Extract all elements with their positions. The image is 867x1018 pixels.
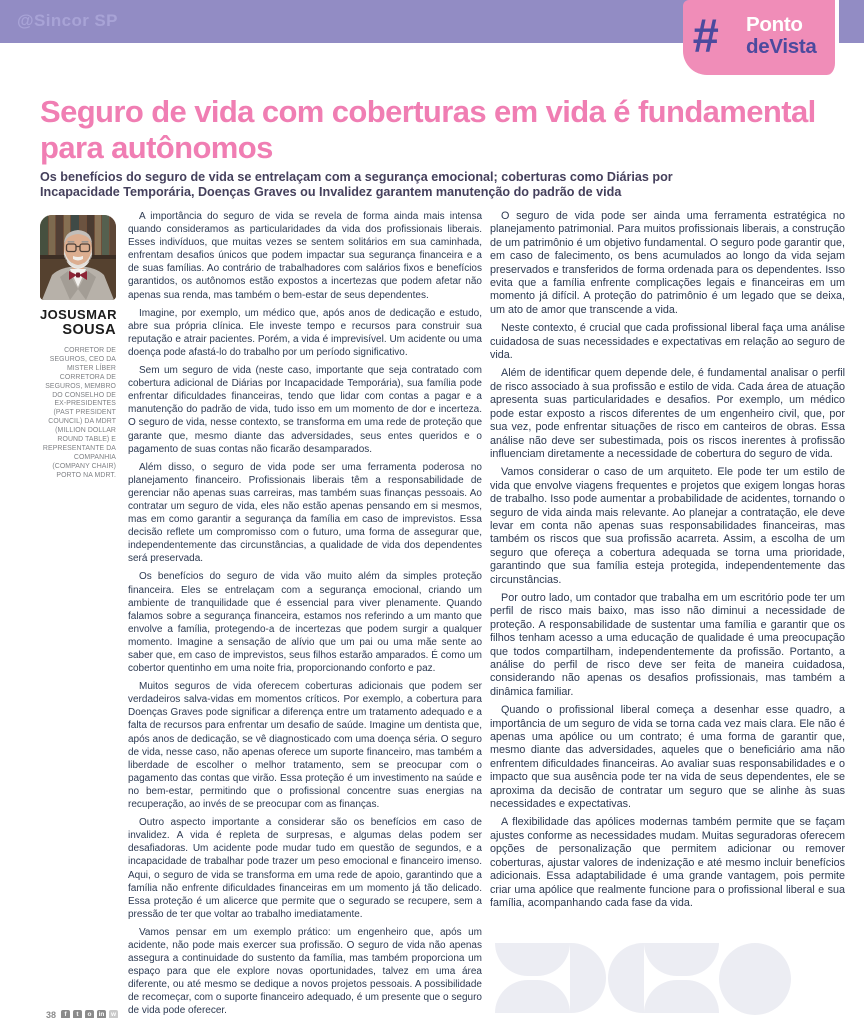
paragraph: Neste contexto, é crucial que cada profissional liberal faça uma análise cuidadosa de suas necessidades e expectativas em relação ao seguro de vida. [490, 322, 845, 362]
paragraph: O seguro de vida pode ser ainda uma ferramenta estratégica no planejamento patrimonial. Para muitos profissionais liberais, a construção de um patrimônio é um objetivo fundamental. O seguro pode garantir que, em caso de falecimento, os bens acumulados ao longo da vida sejam preservados e transferidos de forma ordenada para os dependentes. Isso evita que a família enfrente complicações legais e financeiras em um momento já difícil. A proteção do patrimônio é um legado que se deixa, um ato de amor que transcende a vida. [490, 210, 845, 316]
author-last-name: SOUSA [62, 322, 116, 338]
circle-shape [719, 943, 791, 1015]
paragraph: A importância do seguro de vida se revela de forma ainda mais intensa quando consideramos as particularidades da vida dos profissionais liberais. Esses indivíduos, que muitas vezes se sentem solitários em sua caminhada, enfrentam desafios únicos que podem impactar sua segurança financeira e a de suas famílias. Ao contrário de trabalhadores com salários fixos e benefícios garantidos, os autônomos estão expostos a incertezas que podem afetar não apenas sua renda, mas também o bem-estar de seus dependentes. [128, 211, 482, 301]
paragraph: Outro aspecto importante a considerar são os benefícios em caso de invalidez. A vida é repleta de surpresas, e algumas delas podem ser desafiadoras. Um acidente pode mudar tudo em questão de segundos, e a incapacidade de trabalhar pode trazer um peso emocional e financeiro imenso. Aqui, o seguro de vida se transforma em uma rede de apoio, garantindo que a família não enfrente dificuldades financeiras em um momento já tão delicado. Essa proteção é um alicerce que permite que o segurado se recupere, sem a pressão de ter que voltar ao trabalho imediatamente. [128, 817, 482, 920]
author-name [40, 308, 116, 338]
hashtag-icon: # [692, 9, 719, 62]
badge-line-ponto: Ponto [746, 13, 803, 36]
paragraph: Imagine, por exemplo, um médico que, após anos de dedicação e estudo, abre sua própria clínica. Ele investe tempo e recursos para construir sua reputação e atrair pacientes. Porém, a vida é imprevisível. Um acidente ou uma doença pode afastá-lo do trabalho por um período significativo. [128, 307, 482, 358]
paragraph: Além de identificar quem depende dele, é fundamental analisar o perfil de risco associado à sua profissão e estilo de vida. Cada área de atuação apresenta suas particularidades e desafios. Por exemplo, um médico pode estar exposto a riscos diferentes de um engenheiro civil, que, por sua vez, pode enfrentar situações de risco em canteiros de obras. Essa análise não deve ser subestimada, pois os riscos inerentes à profissão influenciam diretamente a necessidade de cobertura do seguro de vida. [490, 367, 845, 460]
author-portrait-photo [40, 215, 116, 300]
paragraph: Muitos seguros de vida oferecem coberturas adicionais que podem ser verdadeiros salva-vidas em momentos críticos. Por exemplo, a cobertura para Doenças Graves pode significar a diferença entre um tratamento adequado e a falta de recursos para enfrentar um desafio de saúde. Imagine um dentista que, após anos de dedicação, se vê diagnosticado com uma doença séria. O seguro de vida, nesse caso, não apenas oferece um suporte financeiro, mas também a liberdade de escolher o melhor tratamento, sem se preocupar com o pagamento das contas que virão. Essa proteção é um investimento na saúde e no bem-estar, permitindo que o profissional concentre suas energias na recuperação, ao invés de se preocupar com as finanças. [128, 681, 482, 811]
half-circle-left [608, 943, 644, 1013]
paragraph: Vamos considerar o caso de um arquiteto. Ele pode ter um estilo de vida que envolve viagens frequentes e projetos que exigem longas horas de trabalho. Isso pode aumentar a probabilidade de acidentes, tornando o seguro de vida ainda mais relevante. Ao planejar a contratação, ele deve levar em conta não apenas suas responsabilidades financeiras, mas também os riscos que sua profissão acarreta. Assim, a escolha de um seguro que ofereça a cobertura adequada se torna uma prioridade, garantindo que sua família esteja protegida, independentemente das circunstâncias. [490, 466, 845, 586]
badge-title [746, 14, 816, 58]
page-number: 38 [46, 1010, 57, 1018]
ponto-de-vista-badge [683, 0, 839, 75]
twitter-icon[interactable]: t [73, 1010, 82, 1018]
article-title: Seguro de vida com coberturas em vida é fundamental para autônomos [40, 94, 816, 165]
author-bio: CORRETOR DE SEGUROS, CEO DA MISTER LÍBER CORRETORA DE SEGUROS, MEMBRO DO CONSELHO DE EX-PRESIDENTES (PAST PRESIDENT COUNCIL) DA MDRT (MILLION DOLLAR ROUND TABLE) E REPRESENTANTE DA COMPANHIA (COMPANY CHAIR) PORTO NA MDRT. [42, 347, 116, 479]
paragraph: Quando o profissional liberal começa a desenhar esse quadro, a importância de um seguro de vida se torna cada vez mais clara. Ele não é apenas uma apólice ou um contrato; é uma forma de garantir que, mesmo diante das adversidades, aqueles que o beneficiário ama não enfrentem dificuldades financeiras. Ao avaliar suas responsabilidades e o impacto que sua ausência pode ter na vida de seus dependentes, ele se aproxima da decisão de contratar um seguro que se alinhe às suas necessidades e expectativas. [490, 704, 845, 811]
paragraph: Os benefícios do seguro de vida vão muito além da simples proteção financeira. Eles se entrelaçam com a segurança emocional, criando um ambiente de tranquilidade que é essencial para viver plenamente. Quando falamos sobre a segurança financeira, estamos nos referindo a um manto que envolve a família, protegendo-a de incertezas que podem surgir a qualquer momento. Imagine a sensação de alívio que um pai ou uma mãe sente ao saber que, em caso de imprevistos, seus filhos estarão amparados. É como um cobertor quentinho em uma noite fria, proporcionando conforto e paz. [128, 571, 482, 675]
instagram-icon[interactable]: o [85, 1010, 94, 1018]
badge-line-devista: deVista [746, 35, 817, 58]
author-block [40, 215, 116, 481]
half-circles-pair [644, 943, 719, 1013]
globe-icon[interactable]: w [110, 1011, 117, 1018]
half-circles-pair [495, 943, 570, 1013]
page-footer [46, 1010, 118, 1018]
article-column-2 [490, 210, 845, 915]
linkedin-icon[interactable]: in [98, 1011, 105, 1018]
paragraph: Vamos pensar em um exemplo prático: um engenheiro que, após um acidente, não pode mais exercer sua profissão. O seguro de vida não apenas assegura a continuidade do sustento da família, mas também proporciona um espaço para que ele explore novas oportunidades, talvez em uma área diferente, ou até mesmo se dedique a novos projetos pessoais. A possibilidade de recomeçar, com o suporte financeiro adequado, é um presente que o seguro de vida pode oferecer. [128, 926, 482, 1017]
paragraph: Por outro lado, um contador que trabalha em um escritório pode ter um perfil de risco mais baixo, mas isso não diminui a necessidade de proteção. A responsabilidade de sustentar uma família e garantir que os filhos tenham acesso a uma educação de qualidade é uma preocupação que todos compartilham, independentemente da profissão. Portanto, a análise do perfil de risco deve ser feita de maneira cuidadosa, considerando não apenas os desafios profissionais, mas também a dinâmica familiar. [490, 591, 845, 698]
half-circle-right [570, 943, 606, 1013]
decorative-shapes [495, 943, 791, 1015]
paragraph: Além disso, o seguro de vida pode ser uma ferramenta poderosa no planejamento financeiro. Profissionais liberais têm a responsabilidade de gerenciar não apenas suas carreiras, mas também suas finanças pessoais. Ao contratar um seguro de vida, eles não estão apenas pensando em si mesmos, mas em como garantir a segurança da família em caso de imprevistos. Essa decisão reflete um compromisso com o futuro, uma forma de assegurar que, independentemente das circunstâncias, a qualidade de vida dos dependentes será preservada. [128, 461, 482, 565]
paragraph: A flexibilidade das apólices modernas também permite que se façam ajustes conforme as necessidades mudam. Muitas seguradoras oferecem opções de personalização que permitem adicionar ou remover coberturas, ajustar valores de indenização e até mesmo incluir benefícios adicionais. Essa adaptabilidade é uma grande vantagem, pois permite criar uma apólice que realmente funcione para o profissional liberal e sua família, acompanhando cada fase da vida. [490, 816, 845, 909]
facebook-icon[interactable]: f [61, 1010, 70, 1018]
article-standfirst: Os benefícios do seguro de vida se entrelaçam com a segurança emocional; coberturas como Diárias por Incapacidade Temporária, Doenças Graves ou Invalidez garantem manutenção do padrão de vida [40, 170, 673, 199]
paragraph: Sem um seguro de vida (neste caso, importante que seja contratado com cobertura adicional de Diárias por Incapacidade Temporária), sua família pode enfrentar dificuldades financeiras, tendo que lidar com contas a pagar e a manutenção do padrão de vida, tudo isso em um momento de dor e incerteza. O seguro de vida, nesse contexto, se transforma em uma rede de proteção que garante que, mesmo diante das adversidades, seus entes queridos e o pagamento de suas contas não ficarão desamparados. [128, 365, 482, 455]
author-first-name: JOSUSMAR [40, 307, 117, 322]
article-column-1 [128, 210, 482, 1018]
sincor-sp-logo: @Sincor SP [17, 11, 118, 30]
